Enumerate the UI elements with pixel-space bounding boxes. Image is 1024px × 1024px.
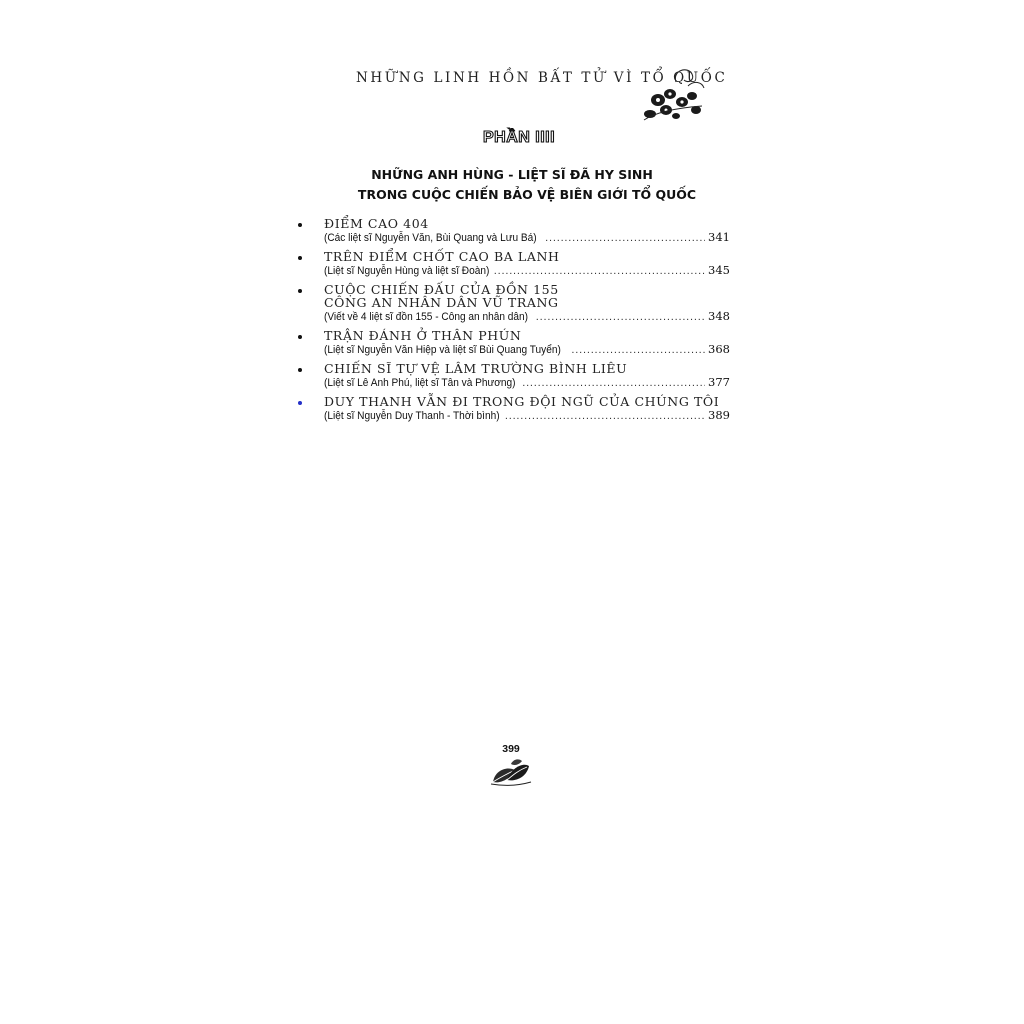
toc-item-page: 368 xyxy=(708,342,730,356)
toc-item-title: ĐIỂM CAO 404 xyxy=(324,216,429,231)
toc-item-description: (Viết về 4 liệt sĩ đồn 155 - Công an nhân dân) xyxy=(324,311,529,323)
table-of-contents xyxy=(296,217,730,428)
toc-item-page: 348 xyxy=(708,309,730,323)
toc-item-page: 341 xyxy=(708,230,730,244)
bullet-icon xyxy=(298,289,302,293)
bullet-icon xyxy=(298,335,302,339)
toc-item-page: 377 xyxy=(708,375,730,389)
toc-item-title: CUỘC CHIẾN ĐẤU CỦA ĐỒN 155 xyxy=(324,282,559,297)
toc-item[interactable] xyxy=(296,395,730,424)
toc-item-description: (Liệt sĩ Nguyễn Hùng và liệt sĩ Đoàn) xyxy=(324,265,490,277)
toc-item-title: TRÊN ĐIỂM CHỐT CAO BA LANH xyxy=(324,249,560,264)
dot-leader xyxy=(522,376,705,391)
toc-item-description: (Liệt sĩ Lê Anh Phú, liệt sĩ Tân và Phương) xyxy=(324,377,516,389)
part-label: PHẦN IIII xyxy=(482,129,556,146)
leaves-ornament-icon xyxy=(489,756,533,788)
toc-item[interactable] xyxy=(296,217,730,246)
dot-leader xyxy=(494,264,705,279)
section-subtitle-line-2: TRONG CUỘC CHIẾN BẢO VỆ BIÊN GIỚI TỔ QUỐC xyxy=(357,187,697,202)
dot-leader xyxy=(571,343,705,358)
toc-item-description: (Liệt sĩ Nguyễn Văn Hiệp và liệt sĩ Bùi Quang Tuyển) xyxy=(324,344,561,356)
toc-item-description: (Các liệt sĩ Nguyễn Văn, Bùi Quang và Lưu Bá) xyxy=(324,232,537,244)
bullet-icon xyxy=(298,256,302,260)
dot-leader xyxy=(545,231,705,246)
page-number: 399 xyxy=(502,743,520,755)
dot-leader xyxy=(505,409,705,424)
toc-item[interactable] xyxy=(296,283,730,325)
toc-item[interactable] xyxy=(296,329,730,358)
toc-item[interactable] xyxy=(296,362,730,391)
toc-item[interactable] xyxy=(296,250,730,279)
toc-item-page: 345 xyxy=(708,263,730,277)
running-header: NHỮNG LINH HỒN BẤT TỬ VÌ TỔ QUỐC xyxy=(356,70,728,86)
toc-item-page: 389 xyxy=(708,408,730,422)
toc-item-description: (Liệt sĩ Nguyễn Duy Thanh - Thời bình) xyxy=(324,410,500,422)
part-title xyxy=(0,129,1024,147)
toc-item-title: CHIẾN SĨ TỰ VỆ LÂM TRƯỜNG BÌNH LIÊU xyxy=(324,361,628,376)
bullet-icon xyxy=(298,368,302,372)
bullet-icon xyxy=(298,401,302,405)
toc-item-title: DUY THANH VẪN ĐI TRONG ĐỘI NGŨ CỦA CHÚNG TÔI xyxy=(324,394,720,409)
section-subtitle-line-1: NHỮNG ANH HÙNG - LIỆT SĨ ĐÃ HY SINH xyxy=(371,167,653,182)
dot-leader xyxy=(536,310,705,325)
toc-item-title: TRẬN ĐÁNH Ở THÂN PHÚN xyxy=(324,328,522,343)
bullet-icon xyxy=(298,223,302,227)
flower-vine-ornament-icon xyxy=(636,66,708,124)
toc-item-title-line-2: CÔNG AN NHÂN DÂN VŨ TRANG xyxy=(324,295,559,310)
